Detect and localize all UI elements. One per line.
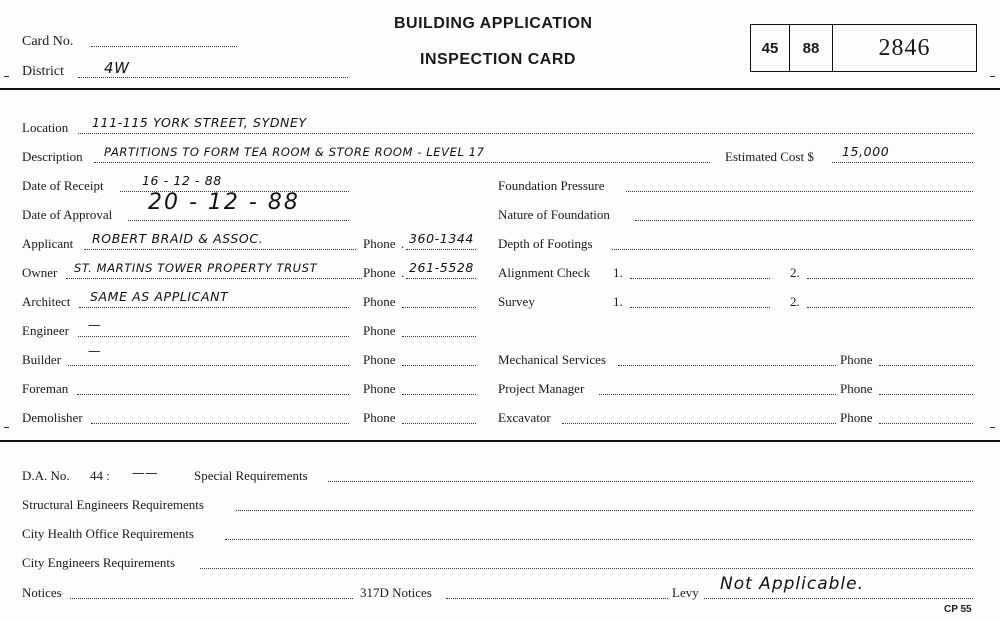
date-of-approval-label: Date of Approval: [22, 207, 113, 222]
engineer-line: [78, 336, 349, 337]
architect-phone-line: [402, 307, 476, 308]
builder-label: Builder: [22, 352, 61, 367]
builder-phone-line: [402, 365, 476, 366]
architect-label: Architect: [22, 294, 71, 309]
date-of-approval-line: [128, 220, 349, 221]
excavator-phone-line: [879, 423, 973, 424]
card-number-year: 88: [802, 39, 820, 57]
architect-line: [79, 307, 349, 308]
project-manager-phone-line: [879, 394, 973, 395]
foundation-pressure-label: Foundation Pressure: [498, 178, 605, 193]
applicant-phone-label: Phone: [363, 236, 396, 251]
applicant-phone-value: 360-1344: [409, 231, 474, 246]
estimated-cost-line: [832, 162, 973, 163]
notices-317d-label: 317D Notices: [360, 585, 432, 600]
mechanical-services-line: [618, 365, 836, 366]
excavator-phone-label: Phone: [840, 410, 873, 425]
owner-phone-line: [406, 278, 476, 279]
alignment-check-two-label: 2.: [790, 265, 800, 280]
levy-line: [704, 598, 973, 599]
description-line: [94, 162, 710, 163]
da-no-label: D.A. No.: [22, 468, 70, 483]
district-label: District: [22, 64, 64, 79]
date-of-receipt-label: Date of Receipt: [22, 178, 104, 193]
notices-label: Notices: [22, 585, 62, 600]
builder-value: —: [88, 343, 102, 358]
applicant-value: ROBERT BRAID & ASSOC.: [92, 231, 264, 246]
district-line: [78, 77, 348, 78]
description-value: PARTITIONS TO FORM TEA ROOM & STORE ROOM - LEVEL 17: [104, 145, 485, 159]
mechanical-services-label: Mechanical Services: [498, 352, 606, 367]
builder-phone-label: Phone: [363, 352, 396, 367]
structural-engineers-line: [236, 510, 973, 511]
margin-tick: [990, 76, 995, 77]
form-title-line1: BUILDING APPLICATION: [394, 15, 593, 32]
owner-phone-dot: .: [401, 265, 405, 280]
nature-of-foundation-label: Nature of Foundation: [498, 207, 610, 222]
survey-two-label: 2.: [790, 294, 800, 309]
owner-label: Owner: [22, 265, 58, 280]
applicant-phone-line: [406, 249, 476, 250]
mechanical-services-phone-line: [879, 365, 973, 366]
margin-tick: [4, 427, 9, 428]
special-requirements-label: Special Requirements: [194, 468, 308, 483]
city-engineers-label: City Engineers Requirements: [22, 555, 176, 570]
description-label: Description: [22, 149, 83, 164]
special-requirements-line: [328, 481, 973, 482]
project-manager-phone-label: Phone: [840, 381, 873, 396]
district-value: 4W: [104, 59, 130, 77]
alignment-check-one-label: 1.: [613, 265, 623, 280]
form-code: CP 55: [944, 604, 972, 615]
engineer-phone-label: Phone: [363, 323, 396, 338]
survey-two-line: [807, 307, 973, 308]
demolisher-phone-line: [402, 423, 476, 424]
owner-phone-value: 261-5528: [409, 260, 474, 275]
owner-line: [66, 278, 362, 279]
alignment-check-label: Alignment Check: [498, 265, 591, 280]
builder-line: [68, 365, 349, 366]
applicant-label: Applicant: [22, 236, 74, 251]
form-title-line2: INSPECTION CARD: [420, 51, 576, 68]
structural-engineers-label: Structural Engineers Requirements: [22, 497, 204, 512]
da-no-value: 44 :: [90, 468, 110, 483]
foreman-phone-line: [402, 394, 476, 395]
margin-tick: [4, 76, 9, 77]
foreman-phone-label: Phone: [363, 381, 396, 396]
engineer-label: Engineer: [22, 323, 69, 338]
city-engineers-line: [200, 568, 973, 569]
owner-phone-label: Phone: [363, 265, 396, 280]
card-no-line: [91, 46, 237, 47]
estimated-cost-value: 15,000: [842, 144, 890, 159]
levy-label: Levy: [672, 585, 699, 600]
nature-of-foundation-line: [635, 220, 973, 221]
survey-one-label: 1.: [613, 294, 623, 309]
demolisher-label: Demolisher: [22, 410, 83, 425]
date-of-receipt-value: 16 - 12 - 88: [142, 173, 222, 188]
survey-label: Survey: [498, 294, 535, 309]
card-number-prefix: 45: [761, 39, 779, 57]
foreman-label: Foreman: [22, 381, 69, 396]
engineer-value: —: [88, 317, 102, 332]
project-manager-label: Project Manager: [498, 381, 585, 396]
applicant-line: [84, 249, 356, 250]
da-no-dash: ——: [132, 465, 159, 480]
engineer-phone-line: [402, 336, 476, 337]
demolisher-line: [91, 423, 349, 424]
margin-tick: [990, 427, 995, 428]
card-no-label: Card No.: [22, 34, 74, 49]
owner-value: ST. MARTINS TOWER PROPERTY TRUST: [74, 261, 318, 275]
estimated-cost-label: Estimated Cost $: [725, 149, 814, 164]
location-line: [78, 133, 973, 134]
project-manager-line: [599, 394, 836, 395]
survey-one-line: [630, 307, 770, 308]
notices-line: [70, 598, 353, 599]
location-label: Location: [22, 120, 69, 135]
alignment-check-two-line: [807, 278, 973, 279]
depth-of-footings-label: Depth of Footings: [498, 236, 593, 251]
architect-phone-label: Phone: [363, 294, 396, 309]
city-health-label: City Health Office Requirements: [22, 526, 194, 541]
card-number-box: [750, 24, 977, 72]
section-rule: [0, 440, 1000, 442]
excavator-label: Excavator: [498, 410, 551, 425]
header-rule: [0, 88, 1000, 90]
architect-value: SAME AS APPLICANT: [90, 289, 229, 304]
foreman-line: [77, 394, 349, 395]
notices-317d-line: [446, 598, 668, 599]
mechanical-services-phone-label: Phone: [840, 352, 873, 367]
card-number-value: 2846: [878, 34, 931, 61]
foundation-pressure-line: [626, 191, 973, 192]
alignment-check-one-line: [630, 278, 770, 279]
location-value: 111-115 YORK STREET, SYDNEY: [92, 115, 307, 130]
excavator-line: [562, 423, 836, 424]
applicant-phone-dot: .: [401, 236, 405, 251]
levy-value: Not Applicable.: [720, 574, 864, 594]
date-of-approval-value: 20 - 12 - 88: [148, 190, 300, 215]
demolisher-phone-label: Phone: [363, 410, 396, 425]
city-health-line: [225, 539, 973, 540]
depth-of-footings-line: [612, 249, 973, 250]
